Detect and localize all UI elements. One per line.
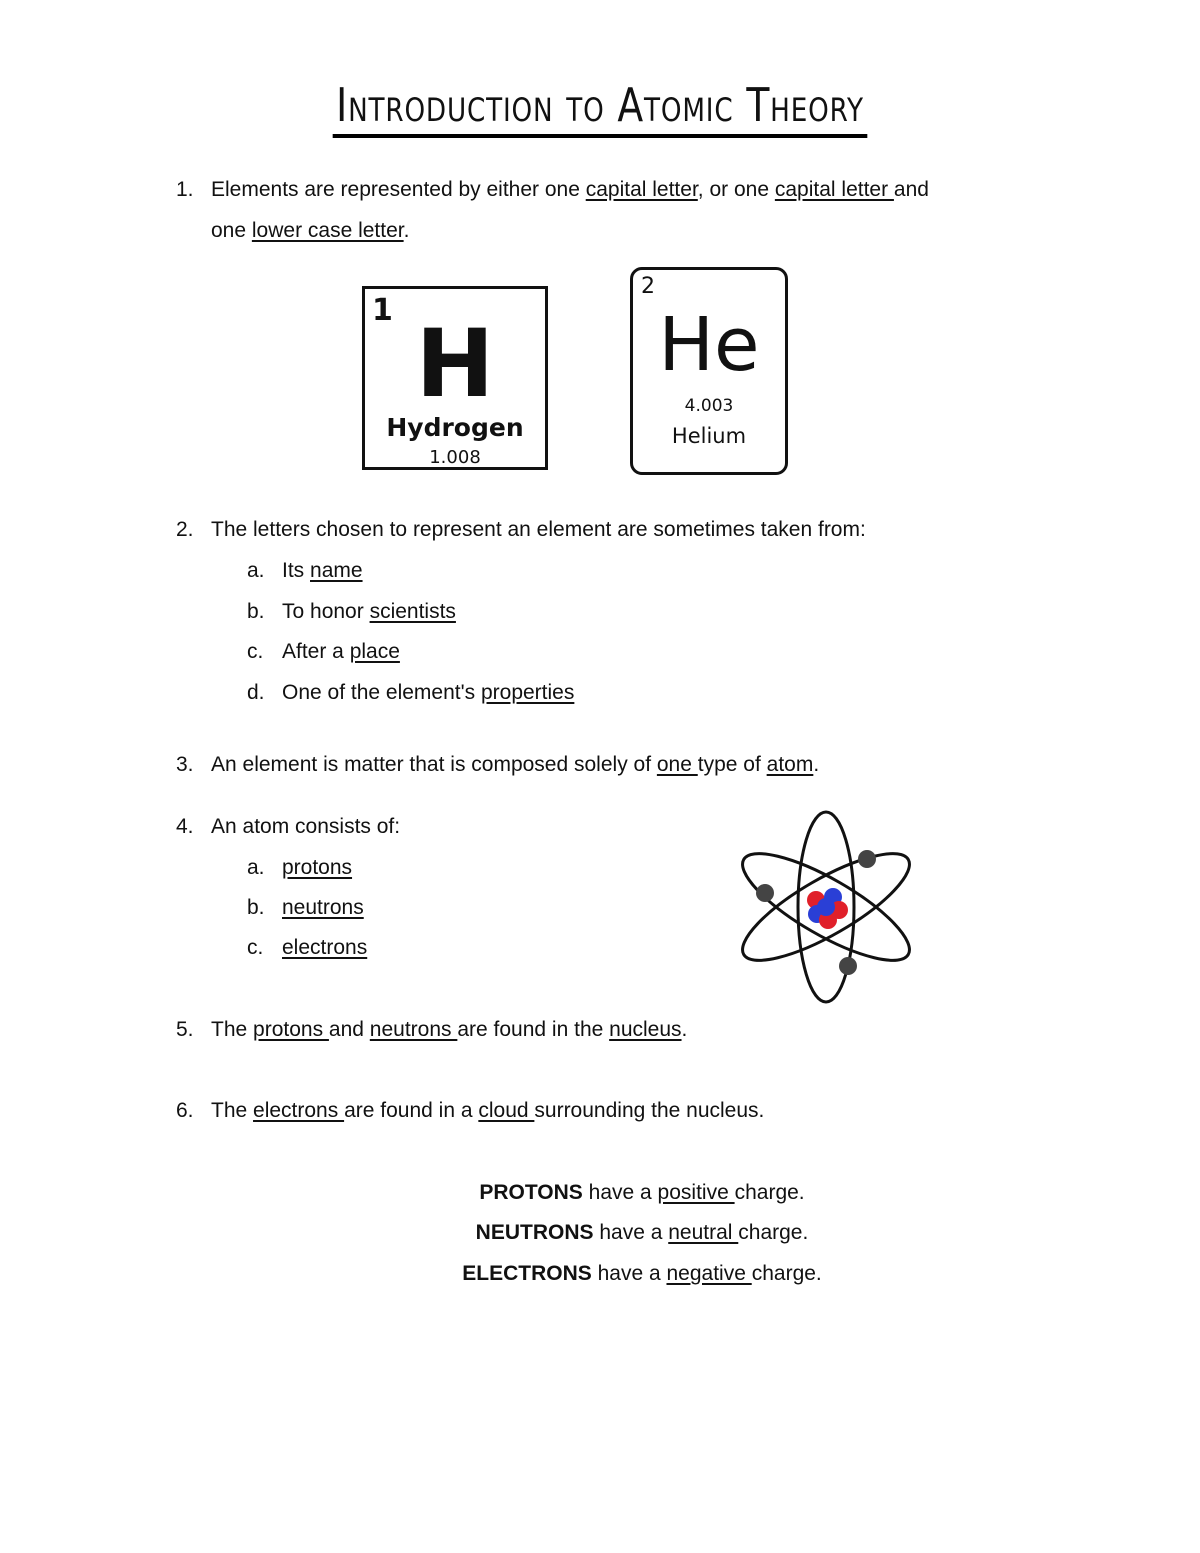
blank-charge: positive xyxy=(657,1181,735,1204)
sub-item-letter: a. xyxy=(247,856,265,879)
page-title: Introduction to Atomic Theory xyxy=(108,78,1092,132)
item-6-number: 6. xyxy=(176,1099,194,1122)
atom-illustration xyxy=(736,808,916,1006)
item-1-line-1: Elements are represented by either one capital letter, or one capital letter and xyxy=(211,178,929,201)
blank-answer: scientists xyxy=(369,600,456,623)
blank-answer: electrons xyxy=(282,936,368,959)
atomic-number: 2 xyxy=(641,274,655,299)
blank-one: one xyxy=(656,753,698,776)
item-4-number: 4. xyxy=(176,815,194,838)
sub-item-letter: a. xyxy=(247,559,265,582)
nucleus xyxy=(802,883,850,931)
blank-cloud: cloud xyxy=(478,1099,535,1122)
sub-item-letter: b. xyxy=(247,896,265,919)
blank-atom: atom xyxy=(766,753,814,776)
sub-item xyxy=(282,895,364,921)
element-symbol: H xyxy=(415,310,495,419)
blank-capital-letter-2: capital letter xyxy=(774,178,894,201)
sub-item-letter: c. xyxy=(247,936,264,959)
atomic-mass: 4.003 xyxy=(684,396,734,416)
item-4-text: An atom consists of: xyxy=(211,815,401,838)
blank-protons: protons xyxy=(253,1018,329,1041)
item-3-text: An element is matter that is composed solely of one type of atom. xyxy=(211,753,820,776)
item-5-number: 5. xyxy=(176,1018,194,1041)
blank-electrons: electrons xyxy=(253,1099,345,1122)
item-2-number: 2. xyxy=(176,518,194,541)
sub-item-letter: d. xyxy=(247,681,265,704)
blank-charge: negative xyxy=(666,1262,752,1285)
atomic-number: 1 xyxy=(372,293,393,328)
blank-answer: name xyxy=(310,559,363,582)
blank-answer: place xyxy=(349,640,400,663)
blank-answer: neutrons xyxy=(282,896,364,919)
item-1-number: 1. xyxy=(176,178,194,201)
blank-charge: neutral xyxy=(668,1221,739,1244)
sub-item xyxy=(282,935,367,961)
helium-element-tile xyxy=(630,267,788,475)
charge-line: ELECTRONS have a negative charge. xyxy=(462,1262,822,1285)
sub-item: To honor scientists xyxy=(282,600,456,623)
item-6-text: The electrons are found in a cloud surrounding the nucleus. xyxy=(211,1099,765,1122)
sub-item: One of the element's properties xyxy=(282,681,575,704)
blank-lower-case-letter: lower case letter xyxy=(251,219,404,242)
item-5-text: The protons and neutrons are found in the nucleus. xyxy=(211,1018,688,1041)
blank-neutrons: neutrons xyxy=(369,1018,458,1041)
element-name: Helium xyxy=(671,424,747,448)
blank-nucleus: nucleus xyxy=(609,1018,682,1041)
element-symbol: He xyxy=(658,302,760,388)
element-name: Hydrogen xyxy=(386,413,524,442)
charge-line: PROTONS have a positive charge. xyxy=(479,1181,805,1204)
sub-item: Its name xyxy=(282,559,363,582)
item-2-text: The letters chosen to represent an element are sometimes taken from: xyxy=(211,518,866,541)
blank-answer: protons xyxy=(282,856,353,879)
blank-answer: properties xyxy=(480,681,575,704)
particle-name: PROTONS xyxy=(479,1181,583,1204)
sub-item xyxy=(282,855,352,881)
charge-line: NEUTRONS have a neutral charge. xyxy=(475,1221,809,1244)
blank-capital-letter-1: capital letter xyxy=(585,178,698,201)
particle-name: NEUTRONS xyxy=(475,1221,594,1244)
sub-item-letter: b. xyxy=(247,600,265,623)
atomic-mass: 1.008 xyxy=(429,447,481,468)
sub-item-letter: c. xyxy=(247,640,264,663)
particle-name: ELECTRONS xyxy=(462,1262,592,1285)
item-1-line-2: one lower case letter. xyxy=(211,219,410,242)
hydrogen-element-tile xyxy=(362,286,548,470)
item-3-number: 3. xyxy=(176,753,194,776)
sub-item: After a place xyxy=(282,640,400,663)
